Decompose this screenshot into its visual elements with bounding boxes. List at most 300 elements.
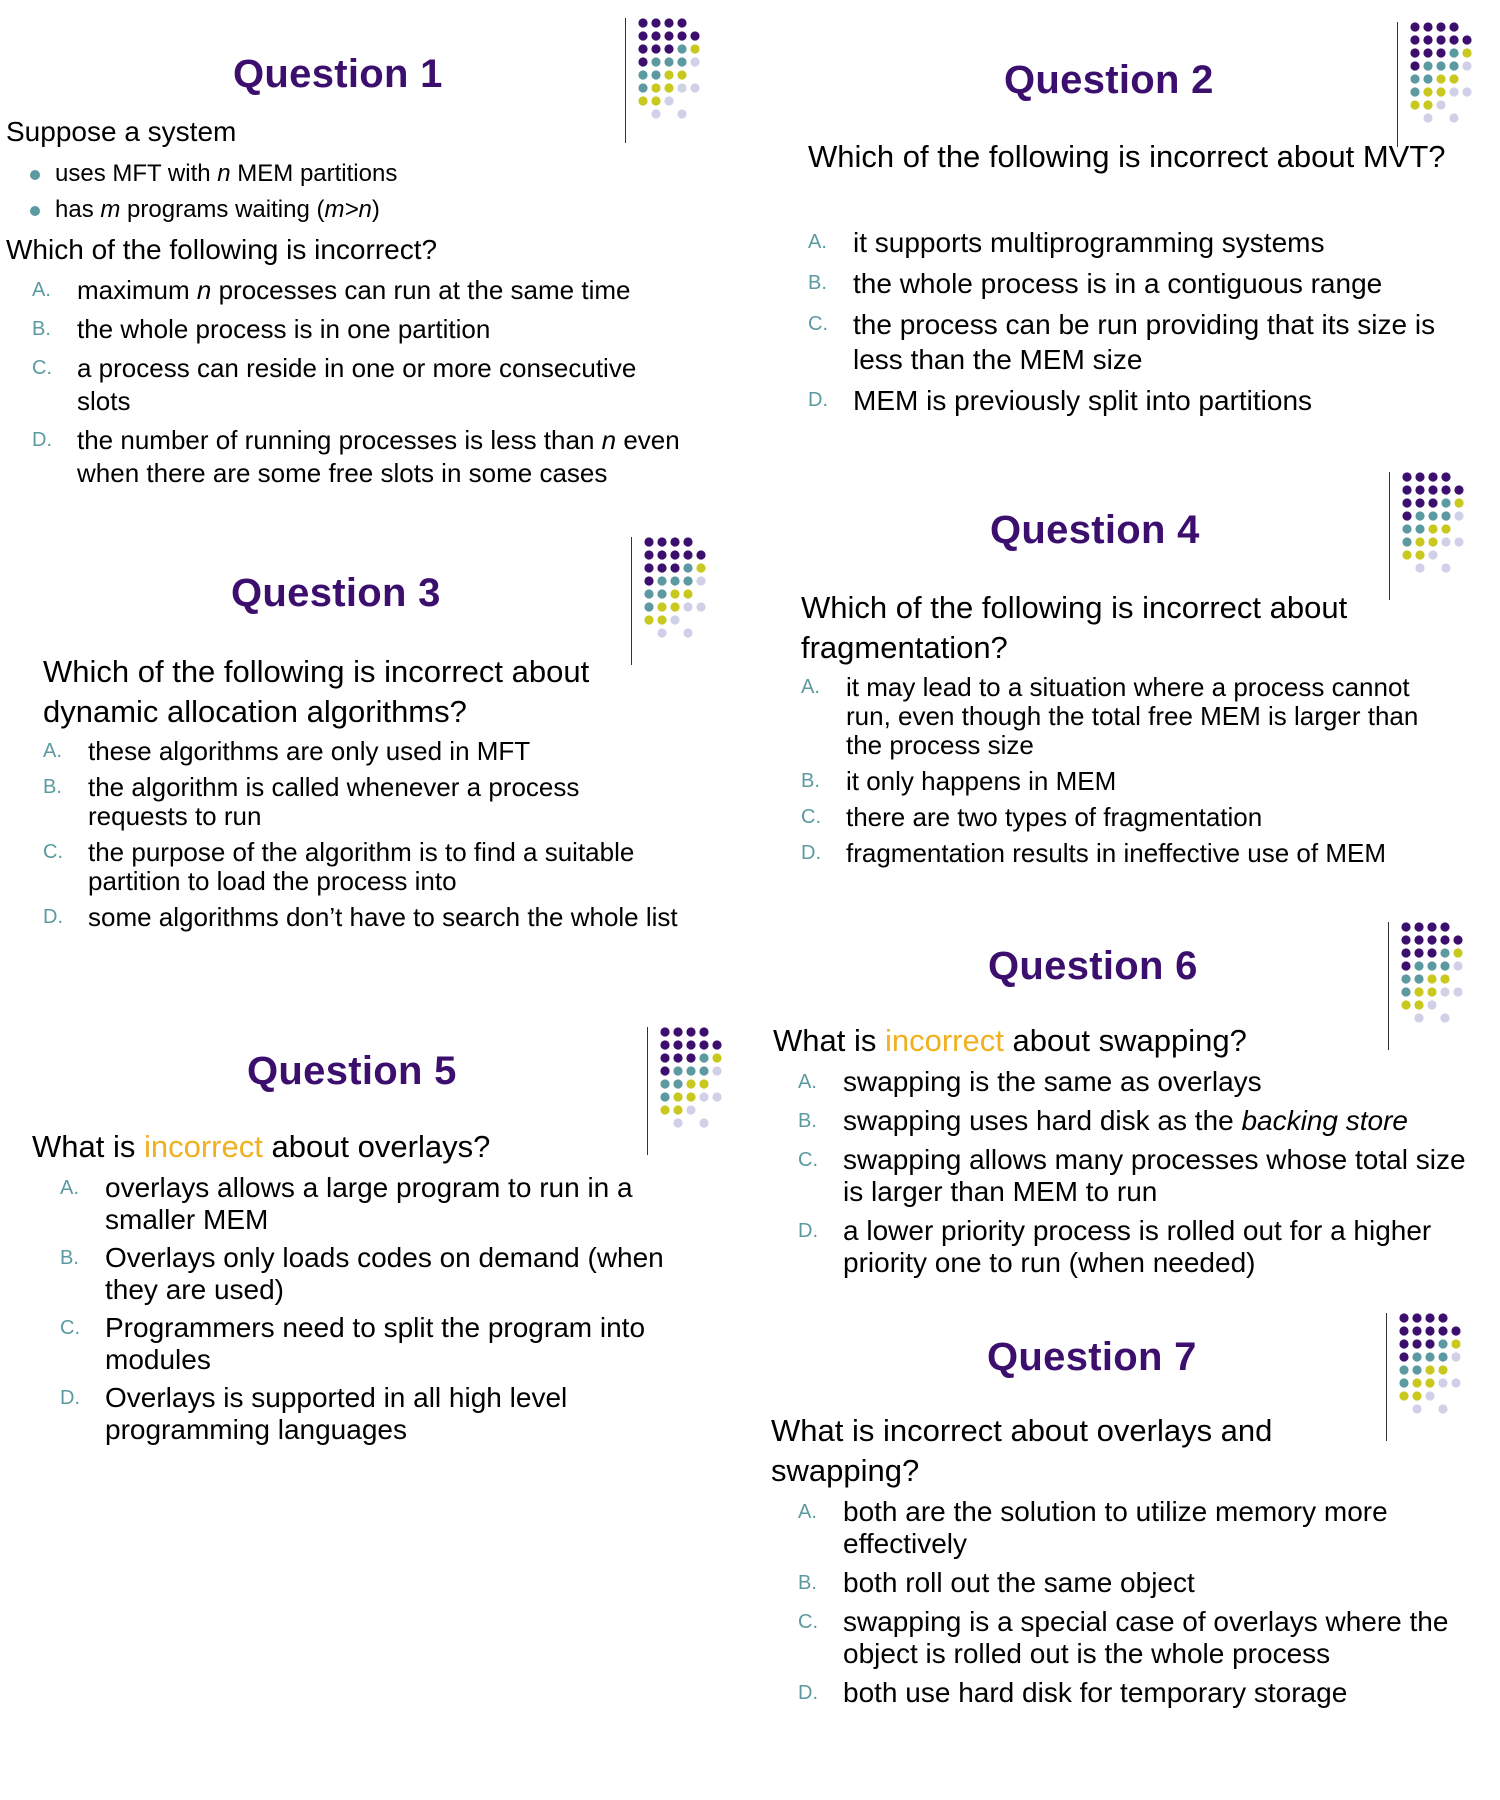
- decor-dot: [673, 1079, 682, 1088]
- question-7-title: Question 7: [987, 1335, 1197, 1379]
- option-c[interactable]: C. the purpose of the algorithm is to find a suitable partition to load the process into: [43, 837, 635, 896]
- decor-dot: [1428, 485, 1437, 494]
- decor-dot: [1423, 87, 1432, 96]
- decor-dot: [1401, 974, 1410, 983]
- dot-grid-icon: [644, 537, 714, 649]
- decor-dot: [1438, 1365, 1447, 1374]
- decor-dot: [638, 70, 647, 79]
- decor-dot: [1438, 1378, 1447, 1387]
- option-b[interactable]: B. swapping uses hard disk as the backing store: [798, 1105, 1408, 1136]
- decor-dot: [1454, 511, 1463, 520]
- decor-dot: [651, 83, 660, 92]
- decor-dot: [1425, 1391, 1434, 1400]
- decor-dot: [1399, 1365, 1408, 1374]
- decor-dot: [1414, 974, 1423, 983]
- decor-dot: [677, 44, 686, 53]
- decor-dot: [1438, 1313, 1447, 1322]
- divider-line: [1397, 22, 1398, 147]
- option-letter: C.: [798, 1149, 818, 1171]
- option-d[interactable]: D. fragmentation results in ineffective use of MEM: [801, 838, 1386, 868]
- decor-dot: [1428, 472, 1437, 481]
- decor-dot: [1436, 22, 1445, 31]
- decor-dot: [660, 1053, 669, 1062]
- decor-dot: [696, 550, 705, 559]
- decor-dot: [673, 1053, 682, 1062]
- question-7-options: [798, 1496, 1478, 1709]
- decor-dot: [712, 1040, 721, 1049]
- option-letter: C.: [43, 841, 63, 863]
- option-d[interactable]: D. both use hard disk for temporary storage: [798, 1677, 1348, 1708]
- decor-dot: [1438, 1352, 1447, 1361]
- option-c[interactable]: C. there are two types of fragmentation: [801, 802, 1263, 832]
- decor-dot: [644, 615, 653, 624]
- decor-dot: [1402, 472, 1411, 481]
- decor-dot: [1436, 61, 1445, 70]
- decor-dot: [644, 550, 653, 559]
- dot-grid-icon: [638, 18, 708, 130]
- decor-dot: [1425, 1326, 1434, 1335]
- decor-dot: [1462, 35, 1471, 44]
- option-d[interactable]: D. a lower priority process is rolled out for a higher priority one to run (when needed): [798, 1215, 1432, 1278]
- decor-dot: [1427, 1000, 1436, 1009]
- decor-dot: [1428, 537, 1437, 546]
- decor-dot: [673, 1092, 682, 1101]
- decor-dot: [712, 1053, 721, 1062]
- decor-dot: [644, 563, 653, 572]
- dot-grid-icon: [1401, 922, 1471, 1034]
- decor-dot: [1462, 87, 1471, 96]
- decor-dot: [1415, 472, 1424, 481]
- option-letter: C.: [808, 313, 828, 335]
- decor-dot: [699, 1027, 708, 1036]
- option-b[interactable]: B. it only happens in MEM: [801, 766, 1117, 796]
- decor-dot: [1436, 87, 1445, 96]
- decor-dot: [1414, 922, 1423, 931]
- decor-dot: [1449, 22, 1458, 31]
- decor-dot: [1402, 550, 1411, 559]
- decor-dot: [1440, 948, 1449, 957]
- decor-dot: [1428, 498, 1437, 507]
- decor-dot: [1462, 48, 1471, 57]
- decor-dot: [660, 1105, 669, 1114]
- option-a[interactable]: A. these algorithms are only used in MFT: [43, 736, 531, 766]
- question-4-stem: Which of the following is incorrect about fragmentation?: [801, 590, 1348, 665]
- decor-dot: [1427, 948, 1436, 957]
- decor-dot: [1414, 961, 1423, 970]
- option-letter: A.: [808, 231, 827, 253]
- decor-dot: [1412, 1404, 1421, 1413]
- decor-dot: [660, 1092, 669, 1101]
- option-b[interactable]: B. the whole process is in one partition: [32, 314, 491, 344]
- decor-dot: [670, 602, 679, 611]
- decor-dot: [1423, 61, 1432, 70]
- option-d[interactable]: D. some algorithms don’t have to search the whole list: [43, 902, 678, 932]
- decor-dot: [638, 31, 647, 40]
- decor-dot: [1412, 1326, 1421, 1335]
- decor-dot: [1428, 511, 1437, 520]
- decor-dot: [1441, 498, 1450, 507]
- decor-dot: [712, 1092, 721, 1101]
- decor-dot: [1414, 948, 1423, 957]
- divider-line: [1388, 922, 1389, 1050]
- decor-dot: [1412, 1365, 1421, 1374]
- decor-dot: [651, 57, 660, 66]
- decor-dot: [1449, 35, 1458, 44]
- question-3-title: Question 3: [231, 571, 441, 615]
- option-letter: A.: [32, 279, 51, 301]
- question-6-stem: What is incorrect about swapping?: [773, 1023, 1247, 1058]
- decor-dot: [1401, 922, 1410, 931]
- decor-dot: [1436, 100, 1445, 109]
- decor-dot: [657, 602, 666, 611]
- decor-dot: [1449, 61, 1458, 70]
- decor-dot: [670, 563, 679, 572]
- decor-dot: [1410, 100, 1419, 109]
- dot-pattern-decoration: [1399, 1313, 1469, 1425]
- decor-dot: [1425, 1378, 1434, 1387]
- decor-dot: [1415, 563, 1424, 572]
- option-letter: B.: [43, 776, 62, 798]
- decor-dot: [1441, 511, 1450, 520]
- decor-dot: [1436, 48, 1445, 57]
- decor-dot: [1423, 113, 1432, 122]
- decor-dot: [1399, 1339, 1408, 1348]
- decor-dot: [1399, 1391, 1408, 1400]
- dot-grid-icon: [1410, 22, 1480, 134]
- option-a[interactable]: A. maximum n processes can run at the same time: [32, 275, 631, 305]
- decor-dot: [686, 1092, 695, 1101]
- decor-dot: [1453, 987, 1462, 996]
- decor-dot: [673, 1118, 682, 1127]
- option-c[interactable]: C. a process can reside in one or more consecutive slots: [32, 353, 637, 416]
- dot-grid-icon: [1402, 472, 1472, 584]
- decor-dot: [1440, 987, 1449, 996]
- decor-dot: [699, 1079, 708, 1088]
- decor-dot: [1438, 1404, 1447, 1413]
- decor-dot: [673, 1027, 682, 1036]
- decor-dot: [651, 96, 660, 105]
- decor-dot: [699, 1040, 708, 1049]
- decor-dot: [677, 57, 686, 66]
- question-3-options: [43, 737, 683, 932]
- decor-dot: [686, 1066, 695, 1075]
- decor-dot: [1423, 48, 1432, 57]
- decor-dot: [1410, 35, 1419, 44]
- option-letter: C.: [60, 1317, 80, 1339]
- decor-dot: [1449, 87, 1458, 96]
- question-3-stem: Which of the following is incorrect about dynamic allocation algorithms?: [43, 654, 590, 729]
- divider-line: [1389, 472, 1390, 600]
- decor-dot: [673, 1105, 682, 1114]
- option-letter: C.: [801, 806, 821, 828]
- decor-dot: [664, 83, 673, 92]
- bullet-icon: [30, 206, 40, 216]
- decor-dot: [686, 1027, 695, 1036]
- decor-dot: [651, 109, 660, 118]
- dot-pattern-decoration: [1410, 22, 1480, 134]
- decor-dot: [657, 589, 666, 598]
- decor-dot: [657, 615, 666, 624]
- decor-dot: [1453, 935, 1462, 944]
- decor-dot: [1401, 948, 1410, 957]
- option-letter: D.: [798, 1682, 818, 1704]
- decor-dot: [644, 576, 653, 585]
- decor-dot: [1454, 485, 1463, 494]
- decor-dot: [1402, 537, 1411, 546]
- decor-dot: [638, 83, 647, 92]
- decor-dot: [651, 70, 660, 79]
- divider-line: [647, 1027, 648, 1155]
- decor-dot: [696, 576, 705, 585]
- option-a[interactable]: A. overlays allows a large program to run in a smaller MEM: [60, 1172, 633, 1235]
- decor-dot: [1399, 1326, 1408, 1335]
- decor-dot: [1423, 100, 1432, 109]
- decor-dot: [1449, 48, 1458, 57]
- decor-dot: [1436, 74, 1445, 83]
- option-b[interactable]: B. Overlays only loads codes on demand (when they are used): [60, 1242, 664, 1305]
- decor-dot: [1423, 74, 1432, 83]
- decor-dot: [1402, 485, 1411, 494]
- decor-dot: [1401, 1000, 1410, 1009]
- decor-dot: [1425, 1365, 1434, 1374]
- decor-dot: [686, 1053, 695, 1062]
- decor-dot: [638, 18, 647, 27]
- decor-dot: [1425, 1313, 1434, 1322]
- option-a[interactable]: A. both are the solution to utilize memory more effectively: [798, 1496, 1388, 1559]
- question-5-stem: What is incorrect about overlays?: [32, 1129, 491, 1164]
- decor-dot: [1440, 974, 1449, 983]
- question-4-options: [801, 673, 1461, 868]
- decor-dot: [1401, 987, 1410, 996]
- question-2-title: Question 2: [1004, 58, 1214, 102]
- dot-pattern-decoration: [1401, 922, 1471, 1034]
- option-letter: B.: [32, 318, 51, 340]
- decor-dot: [664, 70, 673, 79]
- condition-item: uses MFT with n MEM partitions: [0, 156, 600, 192]
- decor-dot: [1454, 498, 1463, 507]
- decor-dot: [644, 602, 653, 611]
- decor-dot: [638, 57, 647, 66]
- option-letter: D.: [60, 1387, 80, 1409]
- option-letter: A.: [798, 1501, 817, 1523]
- option-b[interactable]: B. the whole process is in a contiguous range: [808, 268, 1383, 299]
- decor-dot: [1423, 35, 1432, 44]
- decor-dot: [1399, 1352, 1408, 1361]
- decor-dot: [1412, 1378, 1421, 1387]
- option-letter: D.: [808, 389, 828, 411]
- decor-dot: [1402, 511, 1411, 520]
- decor-dot: [690, 83, 699, 92]
- question-2-options: [808, 225, 1468, 418]
- decor-dot: [1440, 1013, 1449, 1022]
- decor-dot: [1449, 113, 1458, 122]
- option-c[interactable]: C. the process can be run providing that its size is less than the MEM size: [808, 309, 1436, 375]
- decor-dot: [1401, 961, 1410, 970]
- decor-dot: [1415, 524, 1424, 533]
- question-1-options: [32, 274, 692, 490]
- decor-dot: [1427, 987, 1436, 996]
- question-5-title: Question 5: [247, 1049, 457, 1093]
- decor-dot: [1441, 537, 1450, 546]
- decor-dot: [677, 83, 686, 92]
- question-6-options: [798, 1066, 1478, 1279]
- decor-dot: [683, 628, 692, 637]
- decor-dot: [1414, 1013, 1423, 1022]
- option-a[interactable]: A. it supports multiprogramming systems: [808, 227, 1325, 258]
- decor-dot: [644, 589, 653, 598]
- decor-dot: [683, 563, 692, 572]
- decor-dot: [657, 576, 666, 585]
- question-7-stem: What is incorrect about overlays and swapping?: [771, 1413, 1273, 1488]
- decor-dot: [1402, 524, 1411, 533]
- decor-dot: [1415, 485, 1424, 494]
- decor-dot: [1412, 1313, 1421, 1322]
- decor-dot: [1410, 22, 1419, 31]
- decor-dot: [670, 550, 679, 559]
- decor-dot: [670, 576, 679, 585]
- highlight-word: incorrect: [884, 1023, 1004, 1058]
- decor-dot: [1438, 1339, 1447, 1348]
- decor-dot: [686, 1105, 695, 1114]
- decor-dot: [677, 18, 686, 27]
- decor-dot: [638, 44, 647, 53]
- decor-dot: [664, 57, 673, 66]
- decor-dot: [660, 1079, 669, 1088]
- option-a[interactable]: A. swapping is the same as overlays: [798, 1066, 1262, 1097]
- option-d[interactable]: D. MEM is previously split into partitions: [808, 385, 1313, 416]
- decor-dot: [651, 31, 660, 40]
- decor-dot: [696, 602, 705, 611]
- option-letter: A.: [43, 740, 62, 762]
- decor-dot: [1410, 74, 1419, 83]
- option-c[interactable]: C. swapping allows many processes whose total size is larger than MEM to run: [798, 1144, 1466, 1207]
- decor-dot: [1427, 961, 1436, 970]
- question-1-intro: Suppose a system: [6, 116, 237, 147]
- option-d[interactable]: D. the number of running processes is less than n even when there are some free slots in some cases: [32, 425, 680, 488]
- divider-line: [625, 18, 626, 143]
- bullet-icon: [30, 170, 40, 180]
- decor-dot: [673, 1066, 682, 1075]
- decor-dot: [1451, 1352, 1460, 1361]
- decor-dot: [657, 537, 666, 546]
- decor-dot: [1441, 472, 1450, 481]
- decor-dot: [699, 1092, 708, 1101]
- decor-dot: [1462, 61, 1471, 70]
- option-letter: B.: [798, 1572, 817, 1594]
- question-1-stem: Which of the following is incorrect?: [6, 234, 438, 265]
- decor-dot: [683, 602, 692, 611]
- option-letter: B.: [60, 1247, 79, 1269]
- decor-dot: [1425, 1352, 1434, 1361]
- decor-dot: [1410, 61, 1419, 70]
- decor-dot: [660, 1040, 669, 1049]
- decor-dot: [1414, 987, 1423, 996]
- decor-dot: [1453, 948, 1462, 957]
- option-letter: D.: [43, 906, 63, 928]
- decor-dot: [1415, 550, 1424, 559]
- decor-dot: [1436, 35, 1445, 44]
- decor-dot: [686, 1040, 695, 1049]
- decor-dot: [1399, 1378, 1408, 1387]
- decor-dot: [683, 550, 692, 559]
- condition-item: has m programs waiting (m>n): [0, 192, 600, 228]
- decor-dot: [1441, 524, 1450, 533]
- option-b[interactable]: B. the algorithm is called whenever a process requests to run: [43, 772, 580, 831]
- decor-dot: [644, 537, 653, 546]
- option-d[interactable]: D. Overlays is supported in all high level programming languages: [60, 1382, 568, 1445]
- decor-dot: [699, 1118, 708, 1127]
- decor-dot: [660, 1066, 669, 1075]
- decor-dot: [657, 550, 666, 559]
- dot-pattern-decoration: [638, 18, 708, 130]
- dot-pattern-decoration: [1402, 472, 1472, 584]
- decor-dot: [1438, 1326, 1447, 1335]
- decor-dot: [664, 44, 673, 53]
- decor-dot: [1440, 935, 1449, 944]
- option-b[interactable]: B. both roll out the same object: [798, 1567, 1195, 1598]
- decor-dot: [664, 18, 673, 27]
- option-letter: B.: [798, 1110, 817, 1132]
- decor-dot: [1414, 1000, 1423, 1009]
- decor-dot: [690, 57, 699, 66]
- option-letter: B.: [801, 770, 820, 792]
- decor-dot: [670, 589, 679, 598]
- decor-dot: [1427, 922, 1436, 931]
- decor-dot: [699, 1053, 708, 1062]
- decor-dot: [673, 1040, 682, 1049]
- option-a[interactable]: A. it may lead to a situation where a process cannot run, even though the total free MEM is larger than the process size: [801, 672, 1419, 760]
- decor-dot: [1441, 563, 1450, 572]
- decor-dot: [677, 70, 686, 79]
- decor-dot: [1454, 537, 1463, 546]
- decor-dot: [670, 615, 679, 624]
- decor-dot: [690, 44, 699, 53]
- decor-dot: [1414, 935, 1423, 944]
- decor-dot: [657, 563, 666, 572]
- option-c[interactable]: C. Programmers need to split the program into modules: [60, 1312, 646, 1375]
- dot-pattern-decoration: [644, 537, 714, 649]
- option-c[interactable]: C. swapping is a special case of overlays where the object is rolled out is the whole process: [798, 1606, 1449, 1669]
- decor-dot: [1441, 485, 1450, 494]
- divider-line: [631, 537, 632, 665]
- decor-dot: [1412, 1391, 1421, 1400]
- option-letter: A.: [801, 676, 820, 698]
- decor-dot: [683, 537, 692, 546]
- question-6-title: Question 6: [988, 944, 1198, 988]
- highlight-word: incorrect: [143, 1129, 263, 1164]
- decor-dot: [1412, 1352, 1421, 1361]
- decor-dot: [677, 31, 686, 40]
- decor-dot: [657, 628, 666, 637]
- question-2-stem: Which of the following is incorrect about MVT?: [808, 139, 1446, 174]
- question-1-title: Question 1: [233, 52, 443, 96]
- decor-dot: [1412, 1339, 1421, 1348]
- decor-dot: [1415, 537, 1424, 546]
- decor-dot: [696, 563, 705, 572]
- decor-dot: [1402, 498, 1411, 507]
- option-letter: D.: [801, 842, 821, 864]
- decor-dot: [1399, 1313, 1408, 1322]
- dot-grid-icon: [1399, 1313, 1469, 1425]
- option-letter: D.: [32, 429, 52, 451]
- decor-dot: [699, 1066, 708, 1075]
- option-letter: D.: [798, 1220, 818, 1242]
- decor-dot: [1415, 511, 1424, 520]
- decor-dot: [683, 589, 692, 598]
- decor-dot: [683, 576, 692, 585]
- question-4-title: Question 4: [990, 508, 1200, 552]
- decor-dot: [1453, 961, 1462, 970]
